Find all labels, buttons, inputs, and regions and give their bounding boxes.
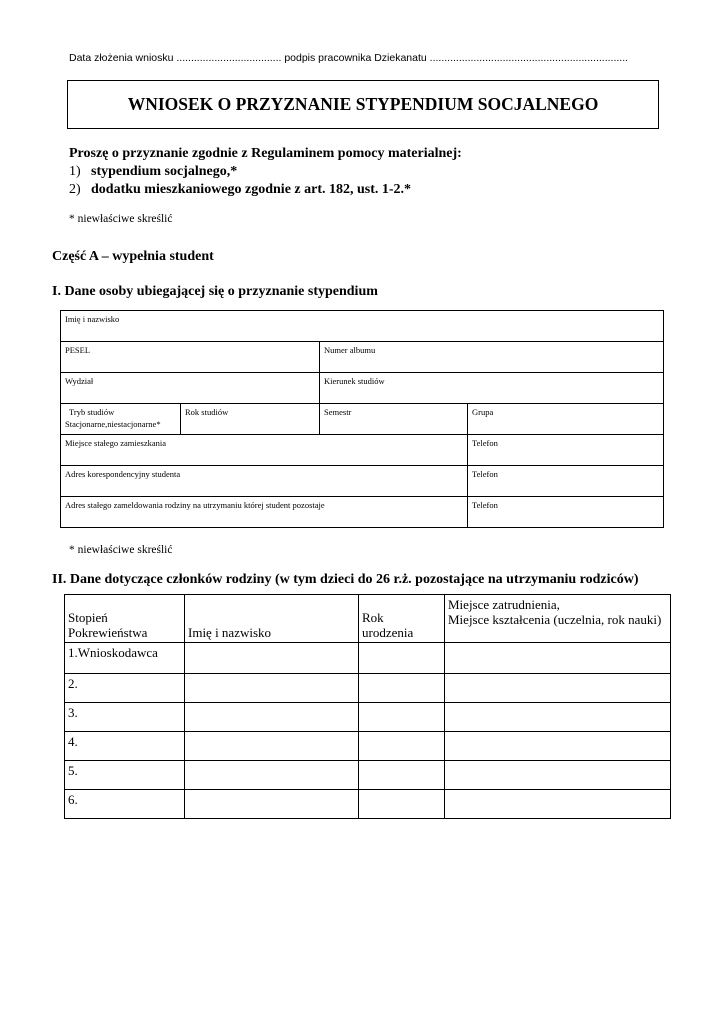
pesel-field[interactable] [61, 342, 320, 373]
study-year-field[interactable] [181, 404, 320, 435]
column-header-birth-year-line2: urodzenia [362, 625, 414, 640]
family-members-table [64, 594, 671, 819]
row-label: 1.Wnioskodawca [65, 643, 185, 674]
table-row [65, 674, 671, 703]
phone-label: Telefon [472, 469, 498, 479]
column-header-birth-year [359, 595, 445, 643]
row-label: 3. [65, 703, 185, 732]
intro-heading: Proszę o przyznanie zgodnie z Regulaminem pomocy materialnej: [69, 146, 462, 161]
residence-label: Miejsce stałego zamieszkania [65, 438, 167, 448]
correspondence-address-field[interactable] [61, 466, 468, 497]
family-address-label: Adres stałego zameldowania rodziny na utrzymaniu której student pozostaje [65, 500, 325, 510]
field-of-study-label: Kierunek studiów [324, 376, 385, 386]
study-year-label: Rok studiów [185, 407, 229, 417]
correspondence-address-label: Adres korespondencyjny studenta [65, 469, 181, 479]
residence-field[interactable] [61, 435, 468, 466]
form-title: WNIOSEK O PRZYZNANIE STYPENDIUM SOCJALNEGO [67, 80, 659, 129]
semester-field[interactable] [320, 404, 468, 435]
section-2-heading: II. Dane dotyczące członków rodziny (w tym dzieci do 26 r.ż. pozostające na utrzymaniu rodziców) [52, 572, 639, 587]
workplace-cell[interactable] [445, 643, 671, 674]
phone-label: Telefon [472, 438, 498, 448]
workplace-cell[interactable] [445, 732, 671, 761]
album-number-field[interactable] [320, 342, 664, 373]
name-cell[interactable] [185, 790, 359, 819]
row-label: 4. [65, 732, 185, 761]
intro-item-housing-allowance [69, 181, 462, 199]
name-label: Imię i nazwisko [65, 314, 120, 324]
row-label: 2. [65, 674, 185, 703]
row-label: 5. [65, 761, 185, 790]
column-header-name [185, 595, 359, 643]
strike-note-top: * niewłaściwe skreślić [69, 213, 173, 225]
group-field[interactable] [468, 404, 664, 435]
table-row [65, 732, 671, 761]
birth-year-cell[interactable] [359, 761, 445, 790]
group-label: Grupa [472, 407, 494, 417]
birth-year-cell[interactable] [359, 674, 445, 703]
intro-item-text: dodatku mieszkaniowego zgodnie z art. 182, ust. 1-2.* [91, 182, 412, 197]
intro-item-text: stypendium socjalnego,* [91, 164, 238, 179]
field-of-study-field[interactable] [320, 373, 664, 404]
workplace-cell[interactable] [445, 790, 671, 819]
name-field[interactable] [61, 311, 664, 342]
study-mode-options: Stacjonarne,niestacjonarne* [65, 419, 161, 429]
column-header-relationship [65, 595, 185, 643]
column-header-workplace-line1: Miejsce zatrudnienia, [448, 597, 560, 612]
study-mode-label: Tryb studiów [69, 407, 115, 417]
section-1-heading: I. Dane osoby ubiegającej się o przyznanie stypendium [52, 284, 378, 299]
faculty-field[interactable] [61, 373, 320, 404]
phone-label: Telefon [472, 500, 498, 510]
family-phone-field[interactable] [468, 497, 664, 528]
pesel-label: PESEL [65, 345, 91, 355]
birth-year-cell[interactable] [359, 790, 445, 819]
table-row [65, 790, 671, 819]
intro-item-social-scholarship [69, 163, 462, 181]
table-row [65, 703, 671, 732]
study-mode-field[interactable] [61, 404, 181, 435]
table-row [65, 761, 671, 790]
name-cell[interactable] [185, 761, 359, 790]
column-header-birth-year-line1: Rok [362, 610, 384, 625]
workplace-cell[interactable] [445, 703, 671, 732]
name-cell[interactable] [185, 674, 359, 703]
intro-block [69, 145, 462, 199]
birth-year-cell[interactable] [359, 732, 445, 761]
column-header-workplace [445, 595, 671, 643]
faculty-label: Wydział [65, 376, 94, 386]
residence-phone-field[interactable] [468, 435, 664, 466]
intro-item-number: 1) [69, 164, 81, 179]
name-cell[interactable] [185, 703, 359, 732]
column-header-name-text: Imię i nazwisko [188, 625, 272, 640]
intro-item-number: 2) [69, 182, 81, 197]
row-label: 6. [65, 790, 185, 819]
part-a-heading: Część A – wypełnia student [52, 249, 214, 264]
submission-date-signature-line: Data złożenia wniosku .................................... podpis pracownika Dziekanatu .................................................................... [69, 52, 629, 64]
name-cell[interactable] [185, 643, 359, 674]
correspondence-phone-field[interactable] [468, 466, 664, 497]
birth-year-cell[interactable] [359, 703, 445, 732]
column-header-workplace-line2: Miejsce kształcenia (uczelnia, rok nauki) [448, 612, 662, 627]
column-header-relationship-line1: Stopień [68, 610, 108, 625]
album-number-label: Numer albumu [324, 345, 376, 355]
column-header-relationship-line2: Pokrewieństwa [68, 625, 148, 640]
workplace-cell[interactable] [445, 674, 671, 703]
name-cell[interactable] [185, 732, 359, 761]
strike-note-bottom: * niewłaściwe skreślić [69, 544, 173, 556]
semester-label: Semestr [324, 407, 352, 417]
birth-year-cell[interactable] [359, 643, 445, 674]
workplace-cell[interactable] [445, 761, 671, 790]
table-row [65, 643, 671, 674]
applicant-data-table [60, 310, 664, 528]
family-address-field[interactable] [61, 497, 468, 528]
